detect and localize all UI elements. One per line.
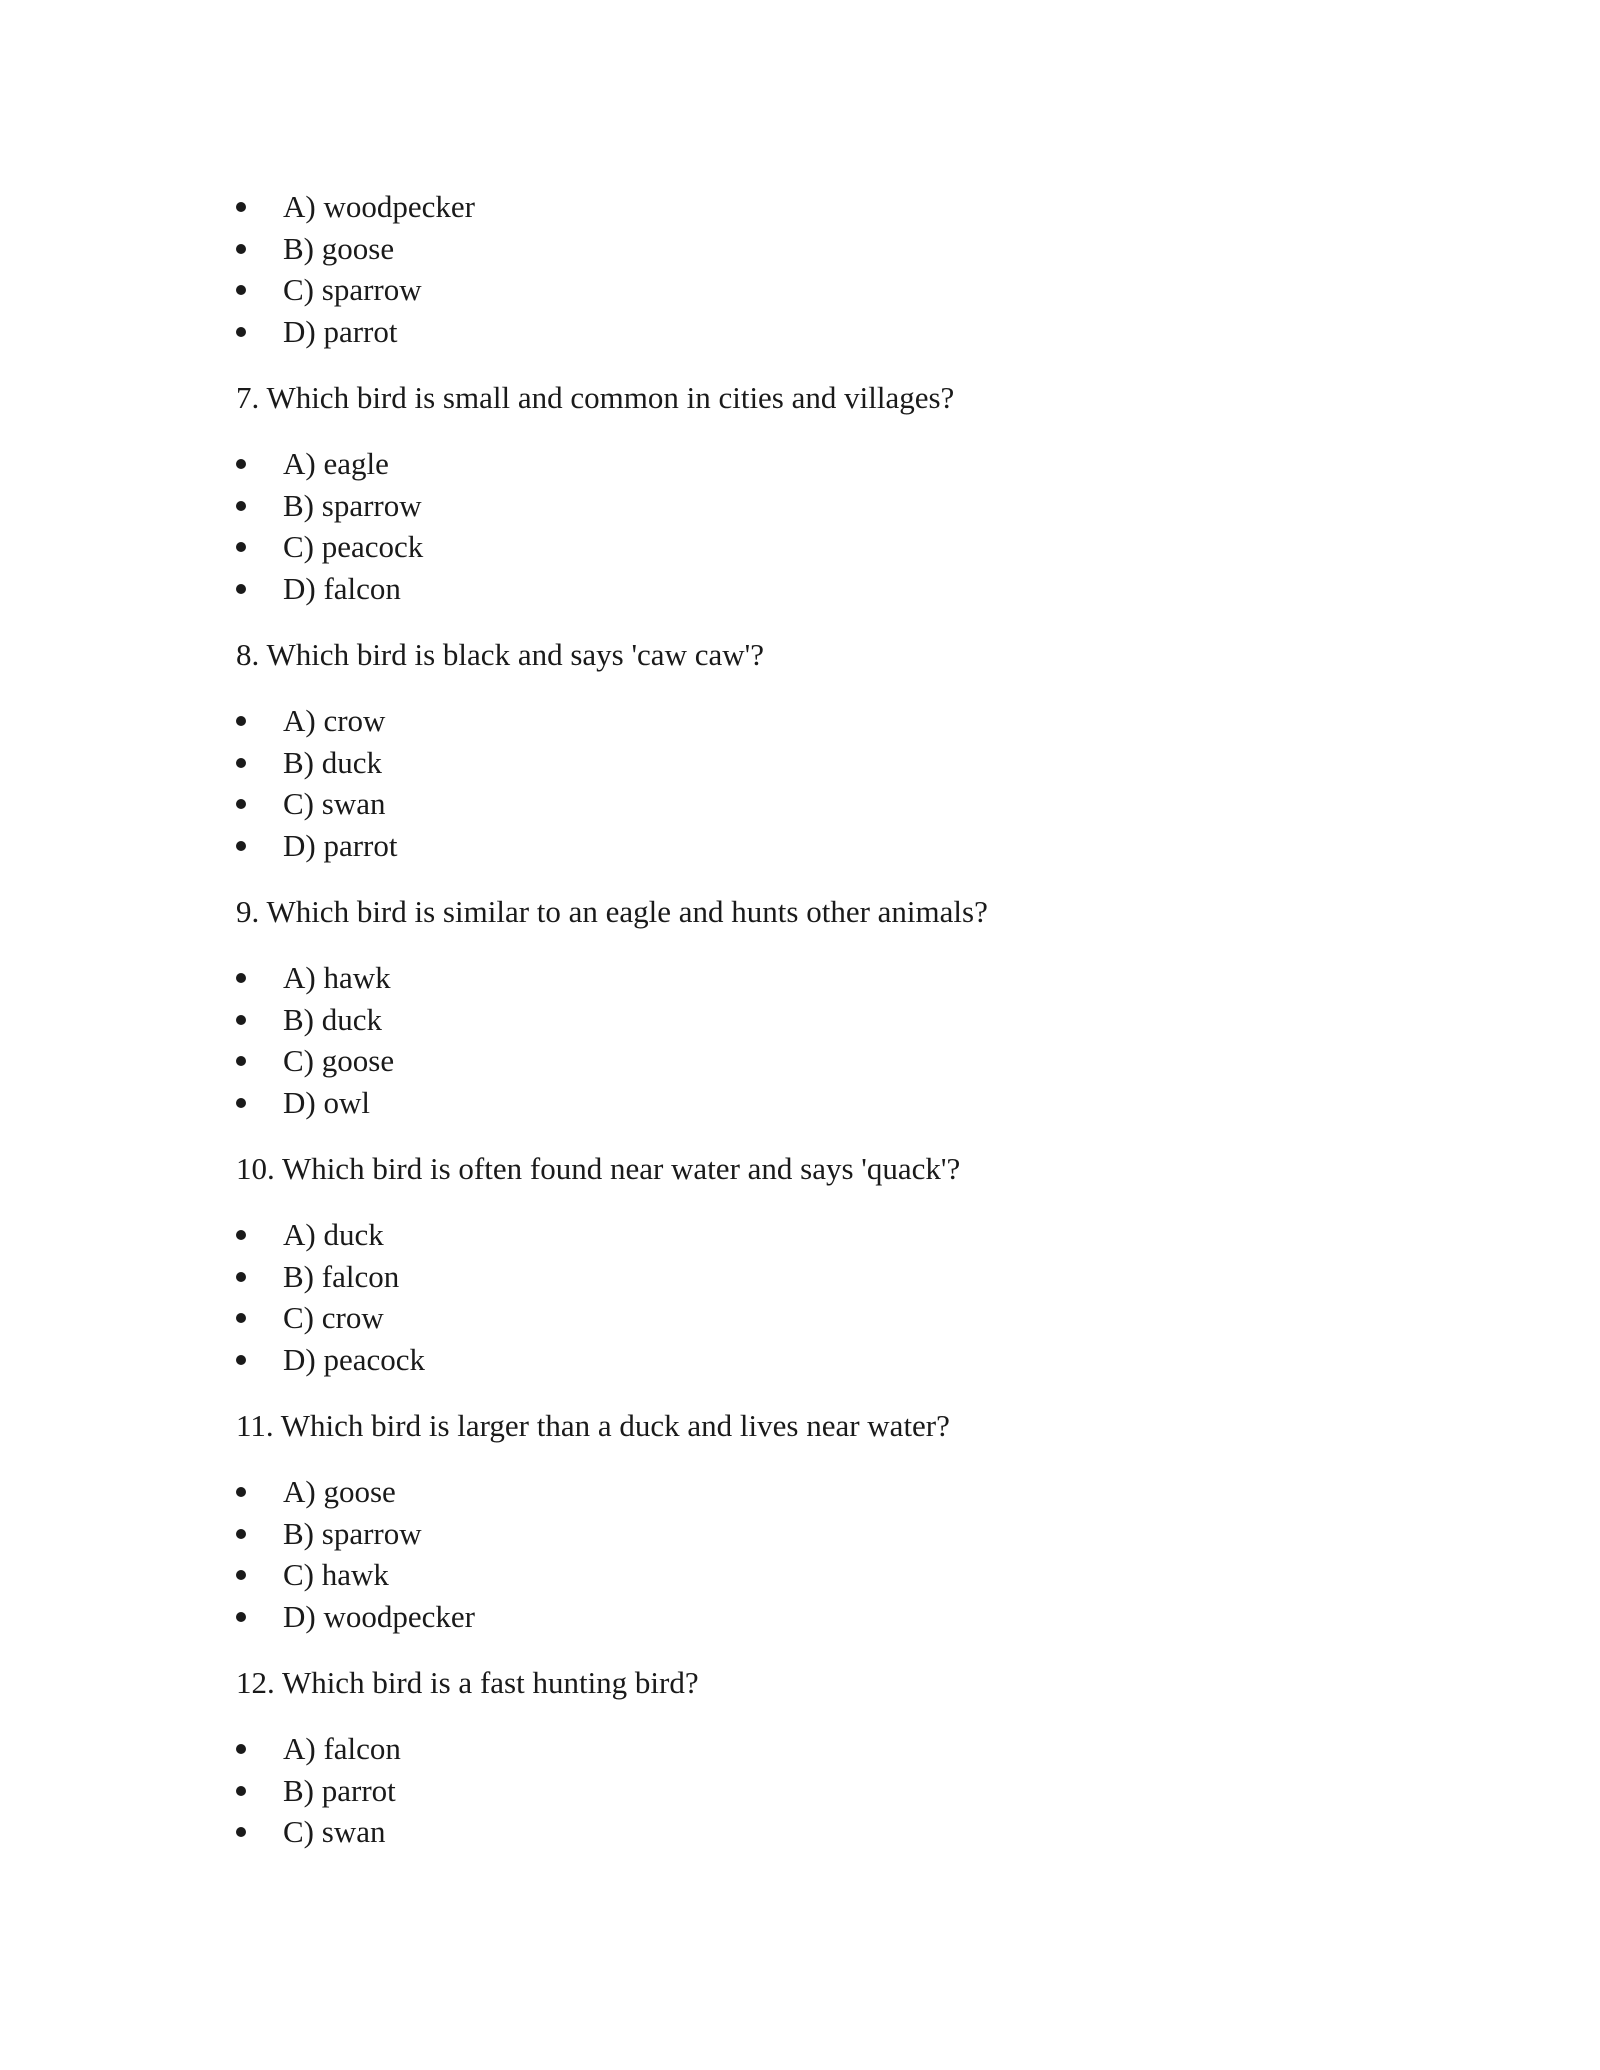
bullet-icon [236, 1098, 246, 1108]
bullet-icon [236, 202, 246, 212]
option-item [236, 269, 1386, 311]
option-item [236, 1728, 1386, 1770]
option-item [236, 1554, 1386, 1596]
bullet-icon [236, 1015, 246, 1025]
option-text: B) duck [283, 744, 383, 780]
question-text: 10. Which bird is often found near water and says 'quack'? [236, 1151, 961, 1186]
option-text: B) sparrow [283, 487, 422, 523]
option-text: A) hawk [283, 960, 391, 995]
bullet-icon [236, 501, 246, 511]
option-item [236, 485, 1386, 527]
bullet-icon [236, 459, 246, 469]
option-text: D) parrot [283, 827, 398, 863]
question-options [236, 1214, 1386, 1380]
option-text: D) woodpecker [283, 1598, 475, 1634]
option-item [236, 783, 1386, 825]
bullet-icon [236, 1487, 246, 1497]
bullet-icon [236, 716, 246, 726]
option-item [236, 311, 1386, 353]
question-text: 7. Which bird is small and common in cities and villages? [236, 380, 955, 415]
option-item [236, 1471, 1386, 1513]
bullet-icon [236, 841, 246, 851]
option-text: C) crow [283, 1300, 384, 1335]
bullet-icon [236, 799, 246, 809]
option-item [236, 1339, 1386, 1381]
quiz-page [236, 186, 1386, 1853]
option-item [236, 825, 1386, 867]
option-text: A) woodpecker [283, 189, 475, 224]
question-text: 9. Which bird is similar to an eagle and hunts other animals? [236, 894, 988, 929]
option-item [236, 1297, 1386, 1339]
option-text: C) swan [283, 1814, 386, 1849]
bullet-icon [236, 973, 246, 983]
bullet-icon [236, 1230, 246, 1240]
option-item [236, 742, 1386, 784]
option-item [236, 1214, 1386, 1256]
bullet-icon [236, 1744, 246, 1754]
option-text: B) parrot [283, 1772, 396, 1808]
question-text: 8. Which bird is black and says 'caw caw'? [236, 637, 764, 672]
bullet-icon [236, 758, 246, 768]
option-item [236, 700, 1386, 742]
bullet-icon [236, 327, 246, 337]
option-text: A) goose [283, 1474, 396, 1509]
option-text: C) hawk [283, 1557, 389, 1592]
question-options [236, 1471, 1386, 1637]
option-text: B) duck [283, 1001, 383, 1037]
option-text: A) eagle [283, 446, 389, 481]
option-item [236, 568, 1386, 610]
option-text: C) peacock [283, 529, 424, 564]
option-text: C) goose [283, 1043, 395, 1078]
option-item [236, 443, 1386, 485]
option-text: A) falcon [283, 1731, 401, 1766]
carryover-options [236, 186, 1386, 352]
question-options [236, 957, 1386, 1123]
option-item [236, 1811, 1386, 1853]
option-item [236, 186, 1386, 228]
question-options [236, 700, 1386, 866]
option-text: D) peacock [283, 1341, 425, 1377]
question-text: 11. Which bird is larger than a duck and lives near water? [236, 1408, 950, 1443]
option-text: C) sparrow [283, 272, 422, 307]
bullet-icon [236, 1827, 246, 1837]
option-text: D) falcon [283, 570, 401, 606]
bullet-icon [236, 1355, 246, 1365]
option-text: B) falcon [283, 1258, 400, 1294]
option-text: B) goose [283, 230, 395, 266]
option-item [236, 1513, 1386, 1555]
bullet-icon [236, 1313, 246, 1323]
option-item [236, 1596, 1386, 1638]
option-item [236, 957, 1386, 999]
bullet-icon [236, 1786, 246, 1796]
bullet-icon [236, 1272, 246, 1282]
option-item [236, 999, 1386, 1041]
bullet-icon [236, 542, 246, 552]
option-text: C) swan [283, 786, 386, 821]
option-item [236, 228, 1386, 270]
bullet-icon [236, 244, 246, 254]
bullet-icon [236, 285, 246, 295]
question-options [236, 1728, 1386, 1853]
question-text: 12. Which bird is a fast hunting bird? [236, 1665, 699, 1700]
option-text: D) owl [283, 1084, 370, 1120]
option-text: B) sparrow [283, 1515, 422, 1551]
option-item [236, 1770, 1386, 1812]
bullet-icon [236, 1612, 246, 1622]
option-text: D) parrot [283, 313, 398, 349]
option-text: A) crow [283, 703, 386, 738]
option-item [236, 1082, 1386, 1124]
question-options [236, 443, 1386, 609]
option-item [236, 1256, 1386, 1298]
option-item [236, 1040, 1386, 1082]
bullet-icon [236, 1570, 246, 1580]
bullet-icon [236, 1056, 246, 1066]
bullet-icon [236, 1529, 246, 1539]
option-text: A) duck [283, 1217, 384, 1252]
bullet-icon [236, 584, 246, 594]
option-item [236, 526, 1386, 568]
